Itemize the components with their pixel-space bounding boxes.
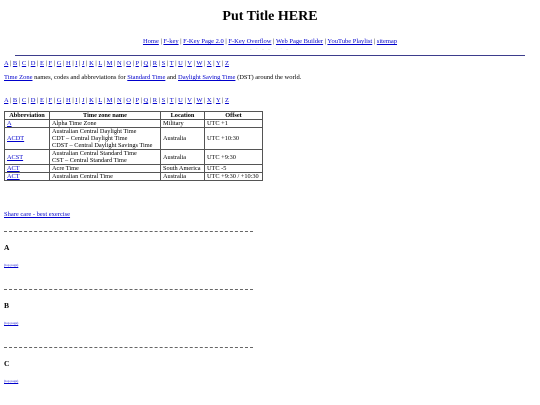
alphabet-index-bottom	[4, 97, 229, 104]
alphabet-separator: |	[86, 97, 88, 104]
alphabet-link-d[interactable]: D	[30, 97, 36, 104]
nav-separator: |	[324, 38, 327, 45]
location-cell: Military	[161, 120, 205, 128]
alphabet-separator: |	[158, 60, 160, 67]
alphabet-separator: |	[9, 97, 12, 104]
alphabet-separator: |	[86, 60, 88, 67]
section-heading-a: A	[4, 243, 10, 252]
top-page-link[interactable]: (top page)	[4, 379, 19, 383]
abbreviation-cell	[5, 120, 50, 128]
alphabet-separator: |	[72, 60, 74, 67]
offset-cell: UTC +10:30	[205, 128, 263, 150]
alphabet-separator: |	[222, 97, 224, 104]
table-header-row	[5, 112, 263, 120]
alphabet-link-m[interactable]: M	[106, 97, 113, 104]
alphabet-link-n[interactable]: N	[116, 97, 122, 104]
alphabet-link-z[interactable]: Z	[224, 97, 229, 104]
table-row	[5, 120, 263, 128]
alphabet-link-q[interactable]: Q	[143, 97, 149, 104]
alphabet-link-e[interactable]: E	[39, 97, 44, 104]
nav-separator: |	[273, 38, 275, 45]
alphabet-separator: |	[9, 60, 12, 67]
alphabet-separator: |	[103, 60, 106, 67]
alphabet-link-e[interactable]: E	[39, 60, 44, 67]
alphabet-separator: |	[123, 60, 125, 67]
alphabet-link-o[interactable]: O	[126, 97, 131, 104]
alphabet-separator: |	[140, 60, 142, 67]
daylight-saving-time-link[interactable]: Daylight Saving Time	[178, 74, 236, 81]
alphabet-separator: |	[53, 60, 56, 67]
alphabet-link-y[interactable]: Y	[215, 60, 221, 67]
alphabet-link-b[interactable]: B	[12, 97, 18, 104]
time-zone-name-line: Alpha Time Zone	[52, 120, 97, 127]
alphabet-separator: |	[63, 97, 65, 104]
alphabet-link-r[interactable]: R	[152, 60, 158, 67]
abbreviation-link[interactable]: ACT	[7, 173, 20, 180]
time-zone-name-cell	[50, 128, 161, 150]
nav-separator: |	[160, 38, 162, 45]
alphabet-separator: |	[222, 60, 224, 67]
alphabet-link-q[interactable]: Q	[143, 60, 149, 67]
alphabet-link-s[interactable]: S	[161, 97, 166, 104]
top-navigation	[0, 38, 540, 45]
alphabet-separator: |	[213, 97, 215, 104]
abbreviation-cell	[5, 128, 50, 150]
nav-separator: |	[373, 38, 376, 45]
time-zone-name-line: Australian Central Daylight Time	[52, 128, 137, 135]
alphabet-separator: |	[123, 97, 125, 104]
offset-cell: UTC +9:30 / +10:30	[205, 173, 263, 181]
time-zone-name-cell	[50, 150, 161, 165]
alphabet-separator: |	[45, 97, 47, 104]
table-row	[5, 150, 263, 165]
time-zone-name-line: Acre Time	[52, 165, 79, 172]
column-header-time-zone-name: Time zone name	[50, 112, 161, 120]
table-row	[5, 173, 263, 181]
section-heading-b: B	[4, 301, 10, 310]
intro-text-part: (DST) around the world.	[235, 74, 302, 81]
abbreviation-cell	[5, 150, 50, 165]
time-zone-name-cell	[50, 165, 161, 173]
alphabet-link-g[interactable]: G	[56, 60, 62, 67]
alphabet-link-u[interactable]: U	[178, 97, 183, 104]
share-care-link[interactable]: Share care - best exercise	[4, 211, 71, 218]
alphabet-separator: |	[166, 60, 169, 67]
table-row	[5, 128, 263, 150]
location-cell: Australia	[161, 150, 205, 165]
time-zone-name-line: Australian Central Time	[52, 173, 113, 180]
alphabet-separator: |	[149, 97, 152, 104]
time-zone-name-line: CDST – Central Daylight Savings Time	[52, 142, 153, 149]
column-header-offset: Offset	[205, 112, 263, 120]
alphabet-link-l[interactable]: L	[98, 97, 103, 104]
nav-link-web-page-builder[interactable]: Web Page Builder	[275, 38, 324, 45]
alphabet-link-l[interactable]: L	[98, 60, 103, 67]
nav-separator: |	[225, 38, 227, 45]
time-zone-link[interactable]: Time Zone	[4, 74, 33, 81]
alphabet-separator: |	[203, 97, 206, 104]
location-cell: Australia	[161, 128, 205, 150]
alphabet-link-j[interactable]: J	[81, 60, 85, 67]
abbreviation-cell	[5, 173, 50, 181]
time-zone-name-line: Australian Central Standard Time	[52, 150, 137, 157]
abbreviation-link[interactable]: A	[7, 120, 12, 127]
alphabet-separator: |	[95, 60, 97, 67]
column-header-abbreviation: Abbreviation	[5, 112, 50, 120]
alphabet-separator: |	[95, 97, 97, 104]
alphabet-link-k[interactable]: K	[89, 60, 94, 67]
abbreviation-link[interactable]: ACT	[7, 165, 20, 172]
section-separator	[4, 231, 253, 232]
time-zone-name-line: CST – Central Standard Time	[52, 157, 127, 164]
alphabet-separator: |	[37, 97, 39, 104]
alphabet-link-x[interactable]: X	[206, 97, 212, 104]
alphabet-separator: |	[37, 60, 39, 67]
alphabet-link-h[interactable]: H	[65, 97, 71, 104]
alphabet-link-y[interactable]: Y	[215, 97, 221, 104]
alphabet-separator: |	[132, 97, 134, 104]
alphabet-separator: |	[149, 60, 152, 67]
time-zone-name-line: CDT – Central Daylight Time	[52, 135, 128, 142]
alphabet-link-g[interactable]: G	[56, 97, 62, 104]
nav-separator: |	[180, 38, 182, 45]
alphabet-separator: |	[140, 97, 142, 104]
offset-cell: UTC +1	[205, 120, 263, 128]
offset-cell: UTC -5	[205, 165, 263, 173]
column-header-location: Location	[161, 112, 205, 120]
table-row	[5, 165, 263, 173]
alphabet-link-b[interactable]: B	[12, 60, 18, 67]
nav-link-youtube-playlist[interactable]: YouTube Playlist	[327, 38, 373, 45]
alphabet-separator: |	[27, 60, 30, 67]
nav-link-f-key-overflow[interactable]: F-Key Overflow	[228, 38, 272, 45]
abbreviation-cell	[5, 165, 50, 173]
alphabet-link-c[interactable]: C	[21, 97, 27, 104]
alphabet-separator: |	[203, 60, 206, 67]
alphabet-separator: |	[175, 60, 177, 67]
alphabet-separator: |	[175, 97, 177, 104]
section-separator	[4, 289, 253, 290]
alphabet-link-v[interactable]: V	[187, 60, 192, 67]
alphabet-link-h[interactable]: H	[65, 60, 71, 67]
alphabet-separator: |	[18, 60, 21, 67]
time-zone-table	[4, 111, 263, 181]
alphabet-link-t[interactable]: T	[169, 60, 174, 67]
alphabet-link-i[interactable]: I	[75, 97, 78, 104]
standard-time-link[interactable]: Standard Time	[127, 74, 166, 81]
alphabet-separator: |	[114, 97, 116, 104]
alphabet-link-i[interactable]: I	[75, 60, 78, 67]
alphabet-link-n[interactable]: N	[116, 60, 122, 67]
alphabet-separator: |	[184, 60, 186, 67]
alphabet-separator: |	[166, 97, 169, 104]
alphabet-separator: |	[72, 97, 74, 104]
alphabet-link-m[interactable]: M	[106, 60, 113, 67]
alphabet-link-w[interactable]: W	[196, 97, 203, 104]
alphabet-separator: |	[193, 60, 195, 67]
intro-text-part: and	[165, 74, 178, 81]
nav-link-home[interactable]: Home	[142, 38, 159, 45]
alphabet-link-w[interactable]: W	[196, 60, 203, 67]
page-title: Put Title HERE	[222, 9, 318, 24]
nav-link-sitemap[interactable]: sitemap	[376, 38, 398, 45]
alphabet-link-t[interactable]: T	[169, 97, 174, 104]
alphabet-separator: |	[132, 60, 134, 67]
alphabet-link-p[interactable]: P	[135, 60, 139, 67]
abbreviation-link[interactable]: ACDT	[7, 135, 25, 142]
alphabet-link-a[interactable]: A	[4, 60, 9, 67]
alphabet-separator: |	[63, 60, 65, 67]
alphabet-link-o[interactable]: O	[126, 60, 131, 67]
intro-text-part: names, codes and abbreviations for	[32, 74, 128, 81]
alphabet-link-c[interactable]: C	[21, 60, 27, 67]
alphabet-separator: |	[18, 97, 21, 104]
alphabet-separator: |	[103, 97, 106, 104]
top-page-link[interactable]: (top page)	[4, 321, 19, 325]
alphabet-link-j[interactable]: J	[81, 97, 85, 104]
location-cell: South America	[161, 165, 205, 173]
alphabet-separator: |	[158, 97, 160, 104]
time-zone-name-cell	[50, 173, 161, 181]
alphabet-separator: |	[79, 97, 81, 104]
alphabet-separator: |	[213, 60, 215, 67]
alphabet-separator: |	[45, 60, 47, 67]
location-cell: Australia	[161, 173, 205, 181]
alphabet-separator: |	[79, 60, 81, 67]
alphabet-link-z[interactable]: Z	[224, 60, 229, 67]
alphabet-link-f[interactable]: F	[48, 60, 53, 67]
offset-cell: UTC +9:30	[205, 150, 263, 165]
header-divider	[15, 55, 525, 56]
section-heading-c: C	[4, 359, 10, 368]
alphabet-separator: |	[114, 60, 116, 67]
nav-link-f-key[interactable]: F-key	[163, 38, 179, 45]
top-page-link[interactable]: (top page)	[4, 263, 19, 267]
alphabet-separator: |	[27, 97, 30, 104]
alphabet-separator: |	[193, 97, 195, 104]
section-separator	[4, 347, 253, 348]
alphabet-link-u[interactable]: U	[178, 60, 183, 67]
alphabet-link-f[interactable]: F	[48, 97, 53, 104]
intro-text	[4, 74, 301, 81]
alphabet-link-k[interactable]: K	[89, 97, 94, 104]
alphabet-separator: |	[53, 97, 56, 104]
alphabet-separator: |	[184, 97, 186, 104]
nav-link-f-key-page-2[interactable]: F-Key Page 2.0	[183, 38, 224, 45]
alphabet-link-v[interactable]: V	[187, 97, 192, 104]
alphabet-link-p[interactable]: P	[135, 97, 139, 104]
nav-subtext: - · - - · · -	[250, 47, 290, 51]
alphabet-link-s[interactable]: S	[161, 60, 166, 67]
alphabet-link-d[interactable]: D	[30, 60, 36, 67]
alphabet-link-a[interactable]: A	[4, 97, 9, 104]
alphabet-link-r[interactable]: R	[152, 97, 158, 104]
time-zone-name-cell	[50, 120, 161, 128]
abbreviation-link[interactable]: ACST	[7, 153, 24, 161]
alphabet-index-top	[4, 60, 229, 67]
alphabet-link-x[interactable]: X	[206, 60, 212, 67]
